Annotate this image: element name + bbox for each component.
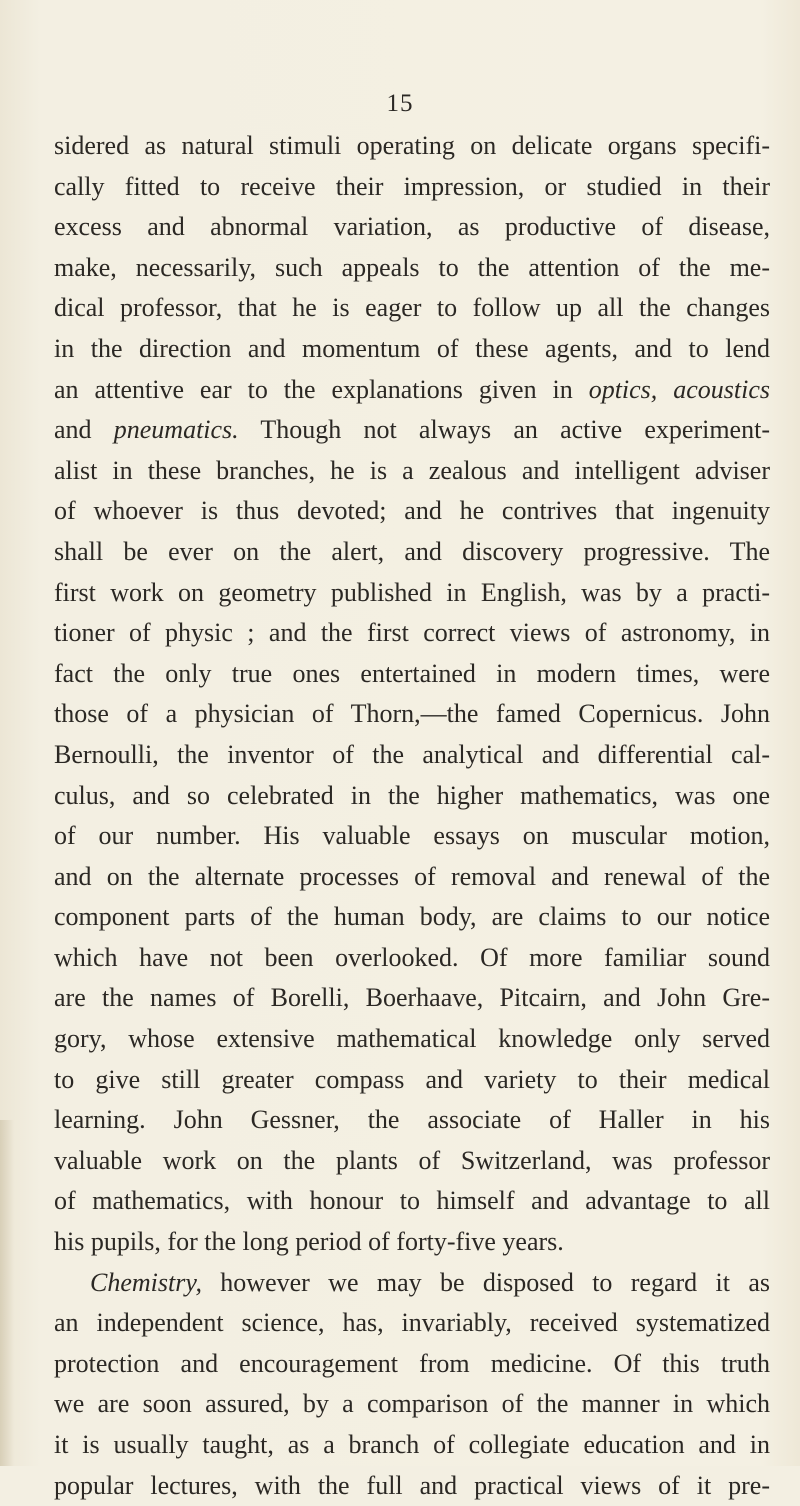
text-line bbox=[54, 1425, 770, 1466]
text-segment: in the direction and momentum of these agents, and to lend bbox=[54, 333, 770, 363]
text-segment: component parts of the human body, are claims to our notice bbox=[54, 902, 770, 932]
text-segment: of mathematics, with honour to himself and advantage to all bbox=[54, 1186, 770, 1216]
text-segment: and bbox=[54, 415, 114, 445]
text-line bbox=[54, 1019, 770, 1060]
text-line bbox=[54, 694, 770, 735]
text-line bbox=[54, 938, 770, 979]
text-line bbox=[54, 491, 770, 532]
text-segment: valuable work on the plants of Switzerland, was professor bbox=[54, 1145, 770, 1175]
text-line bbox=[54, 654, 770, 695]
text-segment: popular lectures, with the full and practical views of it pre- bbox=[54, 1470, 770, 1500]
italic-text: pneumatics. bbox=[113, 415, 239, 445]
text-segment: learning. John Gessner, the associate of Haller in his bbox=[54, 1105, 770, 1135]
text-segment: of whoever is thus devoted; and he contrives that ingenuity bbox=[54, 496, 770, 526]
text-segment: an independent science, has, invariably, received systematized bbox=[54, 1308, 770, 1338]
text-line bbox=[54, 735, 770, 776]
text-line bbox=[54, 329, 770, 370]
text-line bbox=[54, 1060, 770, 1101]
text-segment: shall be ever on the alert, and discovery progressive. The bbox=[54, 536, 770, 566]
text-line bbox=[54, 897, 770, 938]
text-segment: those of a physician of Thorn,—the famed Copernicus. John bbox=[54, 699, 770, 729]
text-segment: an attentive ear to the explanations given in bbox=[54, 374, 589, 404]
text-segment: fact the only true ones entertained in modern times, were bbox=[54, 658, 770, 688]
text-segment: first work on geometry published in English, was by a practi- bbox=[54, 577, 770, 607]
text-segment: protection and encouragement from medicine. Of this truth bbox=[54, 1348, 770, 1378]
page-binding-shadow bbox=[0, 1120, 14, 1466]
text-line bbox=[54, 1344, 770, 1385]
text-segment: make, necessarily, such appeals to the attention of the me- bbox=[54, 252, 770, 282]
text-line bbox=[54, 1303, 770, 1344]
text-segment: are the names of Borelli, Boerhaave, Pitcairn, and John Gre- bbox=[54, 983, 770, 1013]
text-line bbox=[54, 816, 770, 857]
text-segment: however we may be disposed to regard it as bbox=[201, 1267, 770, 1297]
italic-text: optics, acoustics bbox=[588, 374, 770, 404]
text-segment: it is usually taught, as a branch of collegiate education and in bbox=[54, 1430, 770, 1459]
text-line bbox=[54, 776, 770, 817]
text-segment: his pupils, for the long period of forty-five years. bbox=[54, 1227, 564, 1257]
italic-text: Chemistry, bbox=[90, 1267, 202, 1297]
text-line bbox=[54, 126, 770, 167]
text-segment: excess and abnormal variation, as productive of disease, bbox=[54, 212, 770, 242]
text-segment: culus, and so celebrated in the higher mathematics, was one bbox=[54, 780, 770, 810]
text-line bbox=[54, 1222, 770, 1263]
text-line bbox=[54, 573, 770, 614]
text-segment: which have not been overlooked. Of more familiar sound bbox=[54, 942, 770, 972]
text-segment: sidered as natural stimuli operating on delicate organs specifi- bbox=[54, 131, 770, 160]
body-text bbox=[54, 126, 770, 1506]
text-segment: we are soon assured, by a comparison of the manner in which bbox=[54, 1389, 770, 1419]
text-segment: Bernoulli, the inventor of the analytical and differential cal- bbox=[54, 739, 770, 769]
text-segment: gory, whose extensive mathematical knowledge only served bbox=[54, 1024, 770, 1054]
text-line bbox=[54, 1181, 770, 1222]
text-line bbox=[54, 532, 770, 573]
text-segment: to give still greater compass and variety to their medical bbox=[54, 1064, 770, 1094]
text-line bbox=[54, 1466, 770, 1506]
text-line bbox=[54, 451, 770, 492]
text-line bbox=[54, 410, 770, 451]
text-segment: and on the alternate processes of removal and renewal of the bbox=[54, 861, 770, 891]
text-segment: cally fitted to receive their impression, or studied in their bbox=[54, 171, 770, 201]
text-line bbox=[54, 1384, 770, 1425]
text-segment: of our number. His valuable essays on muscular motion, bbox=[54, 821, 770, 851]
text-segment: dical professor, that he is eager to follow up all the changes bbox=[54, 293, 770, 323]
page-number: 15 bbox=[386, 90, 414, 117]
text-line bbox=[54, 1141, 770, 1182]
text-segment: alist in these branches, he is a zealous and intelligent adviser bbox=[54, 455, 770, 485]
text-line bbox=[54, 978, 770, 1019]
text-line bbox=[54, 613, 770, 654]
text-line bbox=[54, 167, 770, 208]
text-line bbox=[54, 857, 770, 898]
text-line bbox=[54, 1263, 770, 1304]
text-line bbox=[54, 248, 770, 289]
text-segment: tioner of physic ; and the first correct views of astronomy, in bbox=[54, 618, 770, 648]
text-line bbox=[54, 370, 770, 411]
text-line bbox=[54, 207, 770, 248]
text-line bbox=[54, 1100, 770, 1141]
text-segment: Though not always an active experiment- bbox=[238, 415, 770, 445]
text-line bbox=[54, 288, 770, 329]
